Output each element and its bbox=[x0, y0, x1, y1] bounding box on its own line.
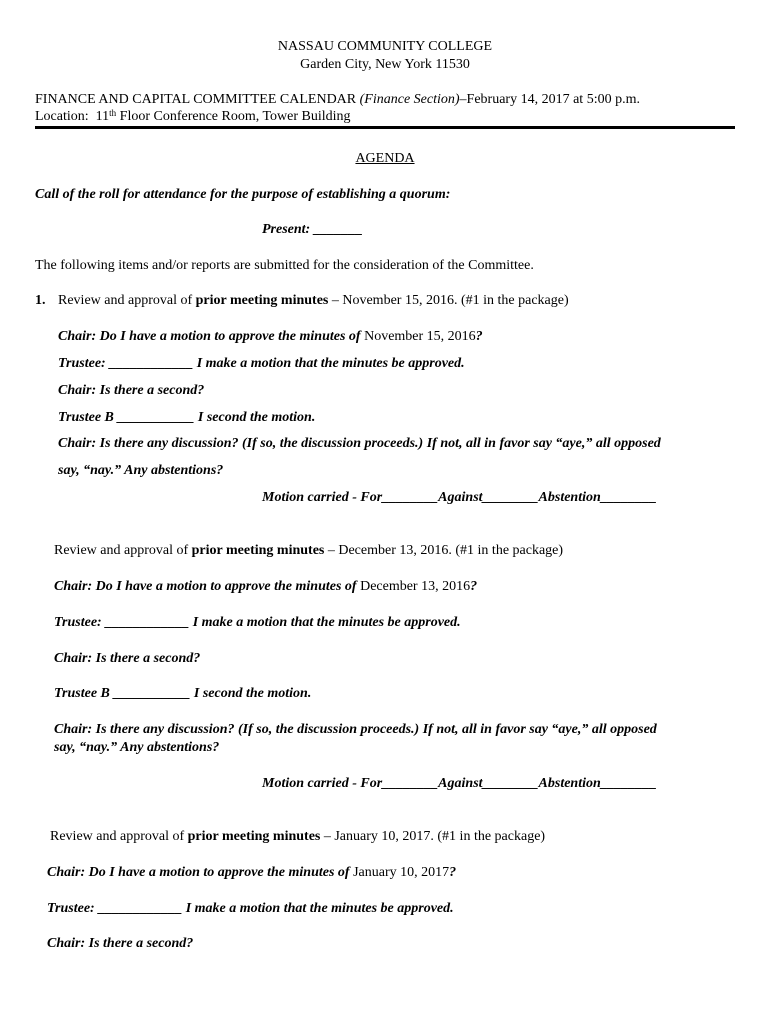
location-line bbox=[35, 108, 351, 125]
review-bold: prior meeting minutes bbox=[191, 543, 325, 558]
chair-motion-line bbox=[58, 328, 483, 345]
chair-motion-text: Chair: Do I have a motion to approve the minutes of bbox=[47, 865, 354, 880]
institution-address: Garden City, New York 11530 bbox=[300, 57, 470, 72]
review-date: – January 10, 2017. (#1 in the package) bbox=[320, 829, 546, 844]
motion-carried-line: Motion carried - For________Against________Abstention________ bbox=[262, 490, 657, 505]
agenda-heading: AGENDA bbox=[355, 151, 415, 166]
intro-text: The following items and/or reports are submitted for the consideration of the Committee. bbox=[35, 258, 534, 273]
trustee-motion-line: Trustee: ____________ I make a motion that the minutes be approved. bbox=[47, 901, 454, 916]
institution-name: NASSAU COMMUNITY COLLEGE bbox=[277, 39, 493, 54]
chair-motion-text: Chair: Do I have a motion to approve the minutes of bbox=[54, 579, 361, 594]
trustee-second-line: Trustee B ___________ I second the motion. bbox=[54, 686, 312, 701]
calendar-title: FINANCE AND CAPITAL COMMITTEE CALENDAR bbox=[35, 92, 357, 107]
chair-motion-line bbox=[47, 864, 456, 881]
review-bold: prior meeting minutes bbox=[187, 829, 321, 844]
calendar-date-time: –February 14, 2017 at 5:00 p.m. bbox=[459, 92, 640, 107]
item-review-line bbox=[58, 292, 569, 309]
item-review-line bbox=[54, 542, 563, 559]
discussion-line-2: say, “nay.” Any abstentions? bbox=[54, 740, 220, 755]
header-divider bbox=[35, 126, 735, 129]
location-floor: 11 bbox=[95, 109, 110, 124]
discussion-line-2: say, “nay.” Any abstentions? bbox=[58, 463, 224, 478]
location-rest: Floor Conference Room, Tower Building bbox=[119, 109, 351, 124]
chair-motion-text: Chair: Do I have a motion to approve the minutes of bbox=[58, 329, 365, 344]
roll-call: Call of the roll for attendance for the purpose of establishing a quorum: bbox=[35, 187, 451, 202]
chair-motion-line bbox=[54, 578, 477, 595]
present-line: Present: _______ bbox=[262, 222, 363, 237]
chair-second-line: Chair: Is there a second? bbox=[58, 383, 205, 398]
review-bold: prior meeting minutes bbox=[195, 293, 329, 308]
trustee-second-line: Trustee B ___________ I second the motion. bbox=[58, 410, 316, 425]
chair-motion-end: ? bbox=[449, 865, 457, 880]
discussion-line-1: Chair: Is there any discussion? (If so, the discussion proceeds.) If not, all in favor say “aye,” all opposed bbox=[58, 436, 661, 451]
chair-motion-date: December 13, 2016 bbox=[360, 579, 471, 594]
motion-carried-line: Motion carried - For________Against________Abstention________ bbox=[262, 776, 657, 791]
discussion-line-1: Chair: Is there any discussion? (If so, the discussion proceeds.) If not, all in favor say “aye,” all opposed bbox=[54, 722, 657, 737]
item-review-line bbox=[50, 828, 545, 845]
review-text: Review and approval of bbox=[50, 829, 188, 844]
location-floor-suffix: th bbox=[109, 108, 117, 118]
review-text: Review and approval of bbox=[54, 543, 192, 558]
trustee-motion-line: Trustee: ____________ I make a motion that the minutes be approved. bbox=[54, 615, 461, 630]
calendar-section: (Finance Section) bbox=[359, 92, 460, 107]
chair-motion-end: ? bbox=[475, 329, 483, 344]
review-date: – November 15, 2016. (#1 in the package) bbox=[328, 293, 569, 308]
review-date: – December 13, 2016. (#1 in the package) bbox=[324, 543, 564, 558]
location-label: Location: bbox=[35, 109, 89, 124]
chair-motion-date: January 10, 2017 bbox=[353, 865, 450, 880]
item-number: 1. bbox=[35, 293, 46, 308]
calendar-title-line bbox=[35, 91, 640, 108]
chair-motion-date: November 15, 2016 bbox=[364, 329, 476, 344]
trustee-motion-line: Trustee: ____________ I make a motion that the minutes be approved. bbox=[58, 356, 465, 371]
chair-second-line: Chair: Is there a second? bbox=[47, 936, 194, 951]
chair-second-line: Chair: Is there a second? bbox=[54, 651, 201, 666]
chair-motion-end: ? bbox=[470, 579, 478, 594]
review-text: Review and approval of bbox=[58, 293, 196, 308]
